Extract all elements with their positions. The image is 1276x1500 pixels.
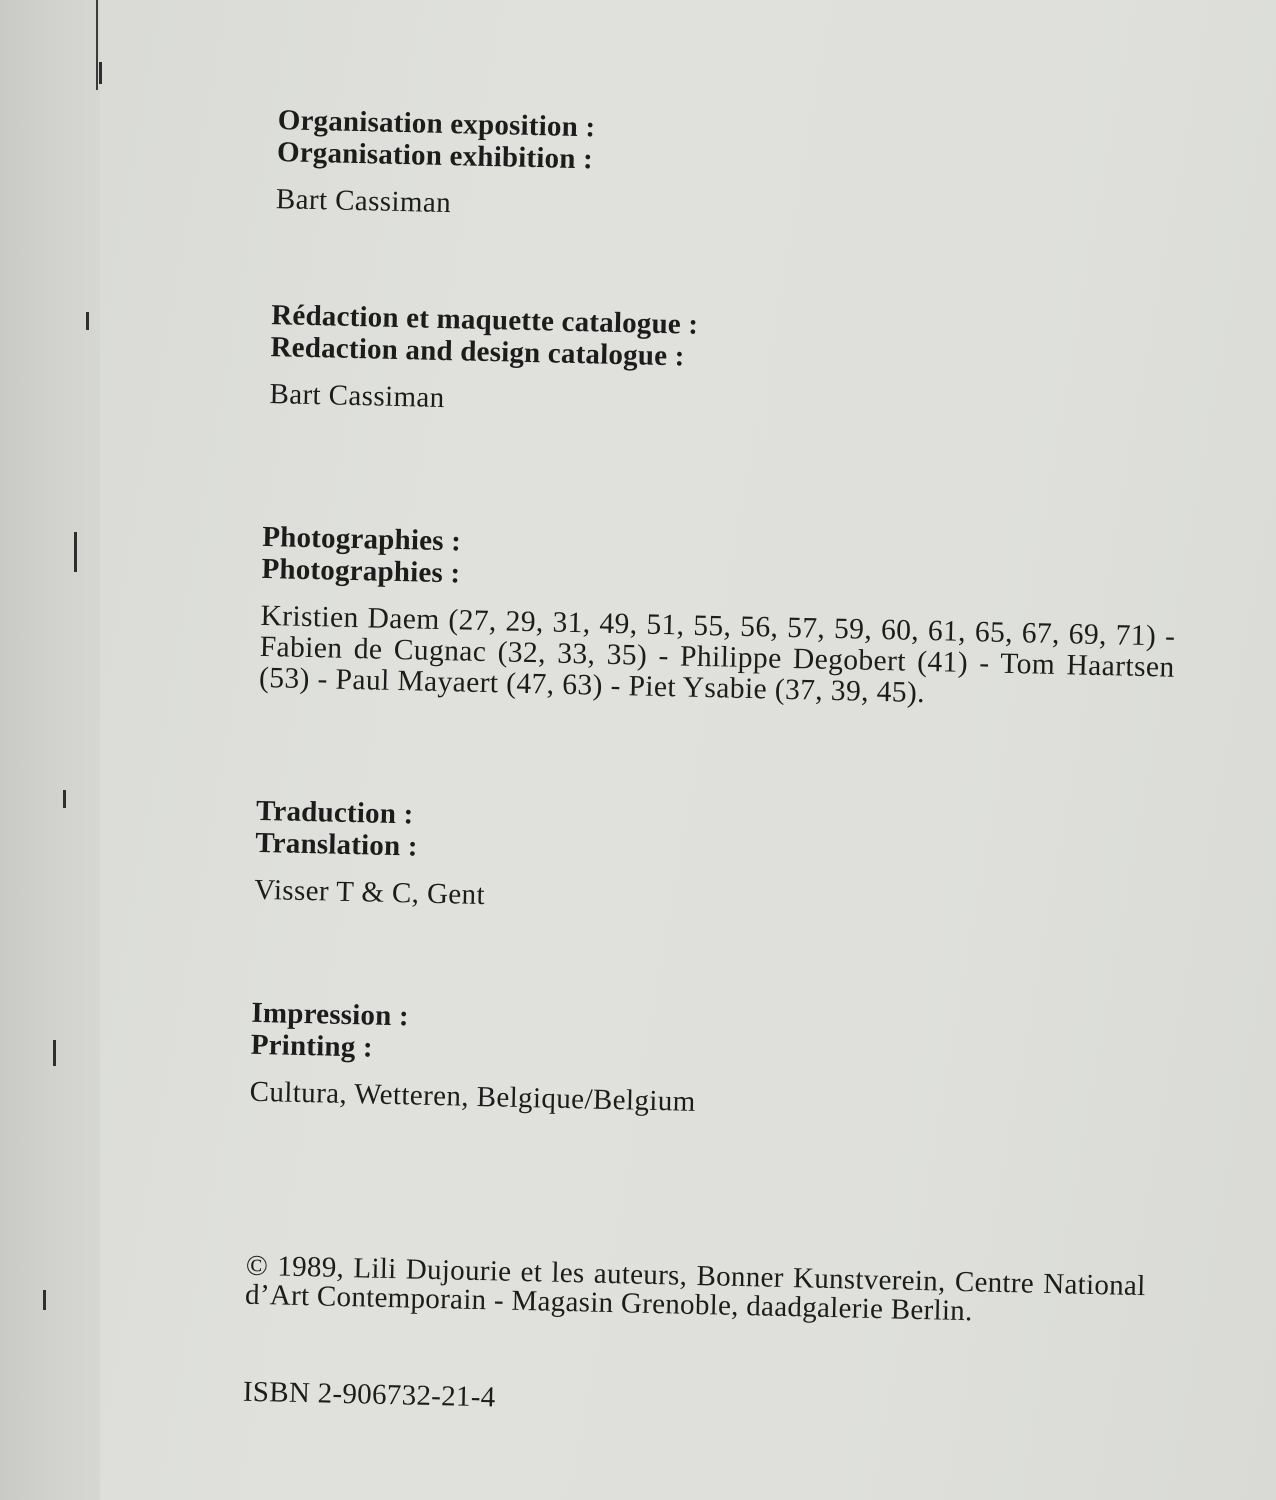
section-redaction <box>269 299 698 419</box>
section-impression <box>249 997 697 1117</box>
photo-credits: Kristien Daem (27, 29, 31, 49, 51, 55, 56, 57, 59, 60, 61, 65, 67, 69, 71) - Fabien de Cugnac (32, 33, 35) - Philippe Degobert (41) - Tom Haartsen (53) - Paul Mayaert (47, 63) - Piet Ysabie (37, 39, 45). <box>258 599 1176 710</box>
section-heading-fr: Rédaction et maquette catalogue : <box>270 299 699 341</box>
section-heading-en: Redaction and design catalogue : <box>270 331 685 373</box>
section-heading-en: Printing : <box>250 1028 374 1064</box>
section-heading-en: Photographies : <box>261 552 461 590</box>
copyright-notice: © 1989, Lili Dujourie et les auteurs, Bonner Kunstverein, Centre National d’Art Contemporain - Magasin Grenoble, daadgalerie Berlin. <box>244 1249 1146 1328</box>
section-value: Bart Cassiman <box>269 378 446 415</box>
section-value: Bart Cassiman <box>275 183 452 220</box>
section-value: Visser T & C, Gent <box>253 873 486 912</box>
isbn: ISBN 2-906732-21-4 <box>242 1375 496 1414</box>
section-photographies <box>259 521 1178 715</box>
section-heading-fr: Photographies : <box>261 520 462 558</box>
copyright-block <box>244 1249 1146 1330</box>
isbn-block <box>243 1377 496 1413</box>
section-heading-en: Organisation exhibition : <box>276 136 594 176</box>
section-heading-fr: Traduction : <box>255 794 414 831</box>
section-heading-fr: Impression : <box>251 996 410 1033</box>
section-value: Cultura, Wetteren, Belgique/Belgium <box>249 1075 697 1118</box>
section-organisation <box>276 104 596 221</box>
section-traduction <box>254 795 487 910</box>
section-heading-fr: Organisation exposition : <box>277 104 596 144</box>
section-heading-en: Translation : <box>255 826 419 863</box>
